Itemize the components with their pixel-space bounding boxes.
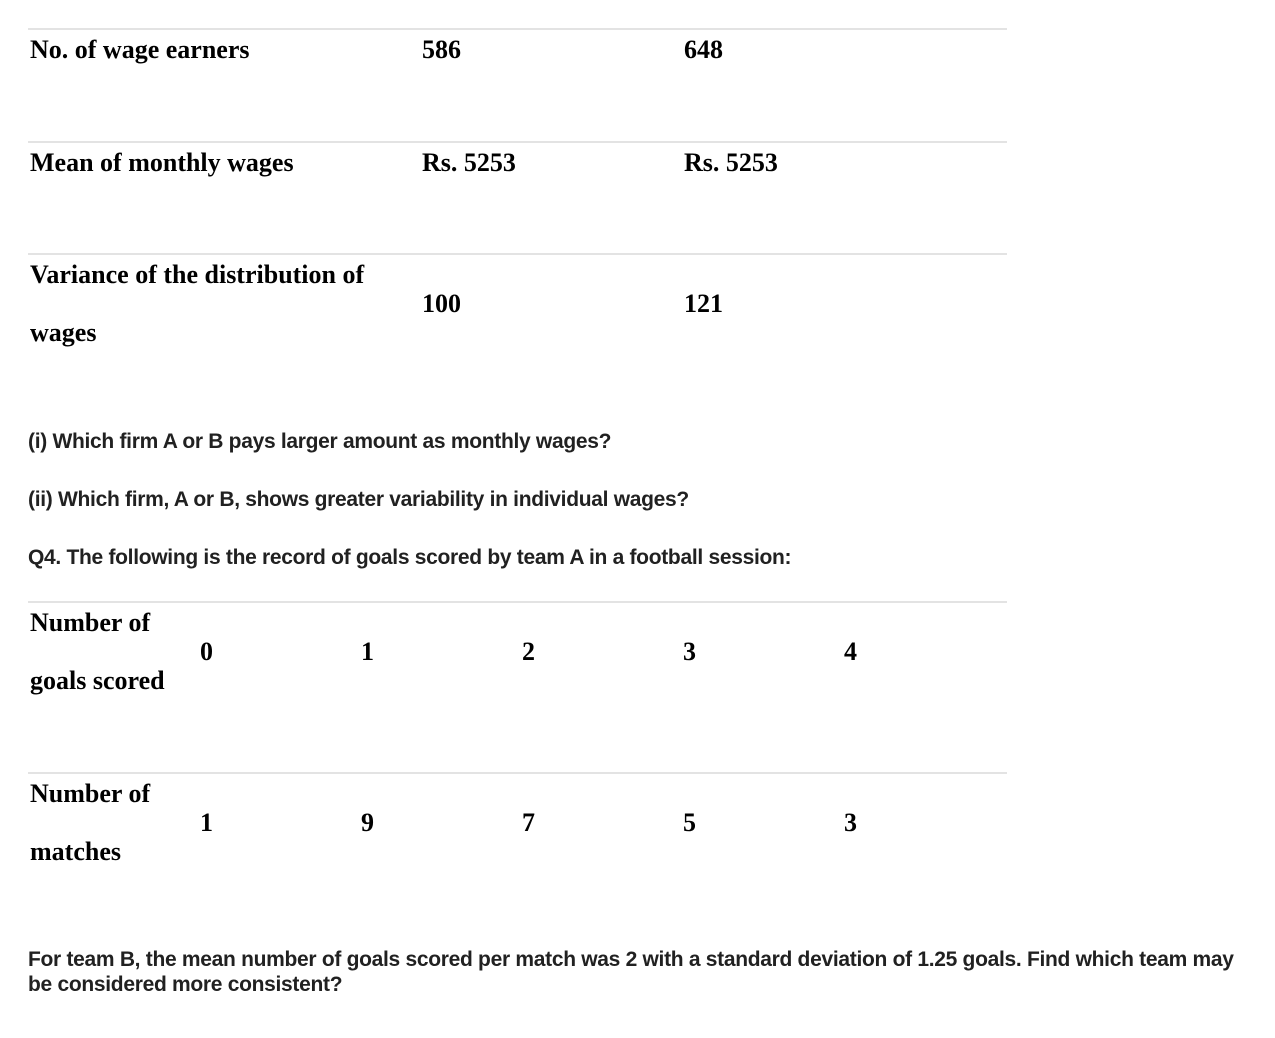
cell-value: 121 [684, 289, 723, 318]
question-q4-intro: Q4. The following is the record of goals scored by team A in a football session: [28, 546, 792, 569]
cell-value: 3 [683, 637, 696, 666]
cell-value: Rs. 5253 [684, 148, 778, 177]
row-label: Number of matches [30, 779, 151, 866]
table-row [28, 254, 1007, 425]
value-cell [681, 602, 842, 773]
row-label-cell [28, 773, 198, 944]
row-label-cell [28, 602, 198, 773]
table-row [28, 29, 1007, 142]
value-cell [520, 602, 681, 773]
value-cell [198, 602, 359, 773]
table-row [28, 142, 1007, 254]
value-cell [682, 142, 1007, 254]
cell-value: 4 [844, 637, 857, 666]
row-label-cell [28, 142, 420, 254]
cell-value: 100 [422, 289, 461, 318]
row-label: No. of wage earners [30, 35, 250, 64]
value-cell [198, 773, 359, 944]
cell-value: 9 [361, 808, 374, 837]
cell-value: 7 [522, 808, 535, 837]
wage-comparison-table [28, 28, 1007, 425]
goals-frequency-table [28, 601, 1007, 944]
closing-line-1: For team B, the mean number of goals scored per match was 2 with a standard deviation of 1.25 goals. Find which team may [28, 948, 1234, 971]
row-label-cell [28, 29, 420, 142]
value-cell [842, 773, 1007, 944]
cell-value: 2 [522, 637, 535, 666]
cell-value: 1 [200, 808, 213, 837]
document-page [0, 28, 1275, 1038]
cell-value: 648 [684, 35, 723, 64]
value-cell [420, 29, 682, 142]
closing-line-2: be considered more consistent? [28, 973, 343, 996]
value-cell [842, 602, 1007, 773]
row-label-cell [28, 254, 420, 425]
value-cell [682, 254, 1007, 425]
row-label: Mean of monthly wages [30, 148, 294, 177]
cell-value: Rs. 5253 [422, 148, 516, 177]
cell-value: 1 [361, 637, 374, 666]
question-ii: (ii) Which firm, A or B, shows greater variability in individual wages? [28, 488, 689, 511]
value-cell [420, 142, 682, 254]
table-row [28, 773, 1007, 944]
table-row [28, 602, 1007, 773]
value-cell [520, 773, 681, 944]
closing-paragraph [28, 947, 1263, 997]
value-cell [420, 254, 682, 425]
value-cell [359, 602, 520, 773]
row-label: Number of goals scored [30, 608, 165, 695]
cell-value: 3 [844, 808, 857, 837]
value-cell [681, 773, 842, 944]
cell-value: 586 [422, 35, 461, 64]
value-cell [682, 29, 1007, 142]
cell-value: 0 [200, 637, 213, 666]
row-label: Variance of the distribution of wages [30, 260, 365, 347]
value-cell [359, 773, 520, 944]
cell-value: 5 [683, 808, 696, 837]
question-i: (i) Which firm A or B pays larger amount as monthly wages? [28, 430, 612, 453]
